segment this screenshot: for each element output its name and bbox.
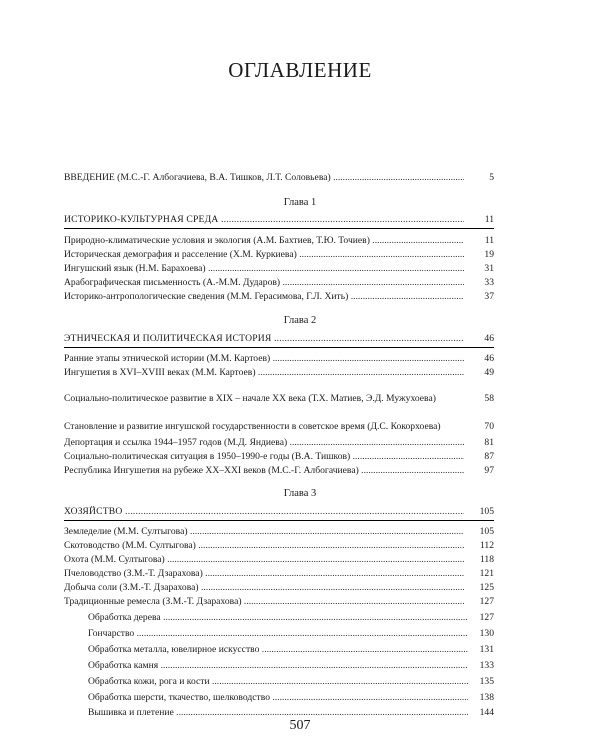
toc-entry-introduction — [64, 172, 494, 184]
toc-entry-text: Арабографическая письменность (А.-М.М. Дударов) ..... — [64, 277, 464, 289]
toc-part-chapter-3 — [64, 506, 494, 518]
toc-entry-text: Республика Ингушетия на рубеже XX–XXI веков (М.С.-Г. Албогачиева) ..... — [64, 465, 464, 477]
toc-entry-page: 118 — [479, 554, 494, 565]
toc-entry-page: 131 — [479, 644, 494, 655]
toc-entry-text: Обработка дерева ..... — [88, 612, 468, 624]
toc-entry-page: 127 — [479, 596, 494, 607]
toc-entry-page: 5 — [489, 172, 494, 183]
toc-entry-page: 37 — [484, 291, 494, 302]
toc-entry-text: Обработка металла, ювелирное искусство ..... — [88, 644, 468, 656]
toc-entry-page: 135 — [479, 676, 494, 687]
chapter-3-heading: Глава 3 — [283, 488, 317, 499]
toc-entry-text: Депортация и ссылка 1944–1957 годов (М.Д. Яндиева) ..... — [64, 437, 464, 449]
toc-entry-text: Обработка шерсти, ткачество, шелководство ..... — [88, 692, 468, 704]
toc-entry — [64, 540, 494, 552]
toc-entry-page: 144 — [479, 707, 494, 718]
divider-rule — [64, 520, 494, 521]
toc-entry — [64, 249, 494, 261]
toc-entry — [64, 554, 494, 566]
toc-entry-page: 46 — [484, 353, 494, 364]
toc-entry-page: 11 — [484, 214, 494, 225]
toc-part-chapter-2 — [64, 333, 494, 345]
toc-entry-text: ВВЕДЕНИЕ (М.С.-Г. Албогачиева, В.А. Тишков, Л.Т. Соловьева) ..... — [64, 172, 464, 184]
toc-entry — [64, 353, 494, 365]
toc-entry-text: Земледелие (М.М. Султыгова) ..... — [64, 526, 464, 538]
toc-entry-page: 133 — [479, 660, 494, 671]
toc-entry-text: Охота (М.М. Султыгова) ..... — [64, 554, 464, 566]
toc-entry-page: 112 — [479, 540, 494, 551]
toc-entry — [64, 409, 494, 433]
toc-entry-text: Природно-климатические условия и экология (А.М. Бахтиев, Т.Ю. Точиев) ..... — [64, 235, 464, 247]
toc-entry-page: 97 — [484, 465, 494, 476]
toc-entry-page: 31 — [484, 263, 494, 274]
toc-entry-page: 121 — [479, 568, 494, 579]
toc-entry-page: 130 — [479, 628, 494, 639]
toc-entry-page: 58 — [484, 393, 494, 404]
toc-entry-text: Ингушетия в XVI–XVIII веках (М.М. Картоев) ..... — [64, 367, 464, 379]
toc-entry-text: Обработка камня ..... — [88, 660, 468, 672]
toc-entry-text: Гончарство ..... — [88, 628, 468, 640]
toc-entry-text: Скотоводство (М.М. Султыгова) ..... — [64, 540, 464, 552]
toc-entry-text: Традиционные ремесла (З.М.-Т. Дзарахова) ..... — [64, 596, 464, 608]
toc-entry-page: 127 — [479, 612, 494, 623]
toc-entry — [64, 437, 494, 449]
toc-entry-text: ИСТОРИКО-КУЛЬТУРНАЯ СРЕДА ..... — [64, 214, 464, 226]
toc-entry-page: 33 — [484, 277, 494, 288]
toc-entry-page: 19 — [484, 249, 494, 260]
toc-entry — [64, 381, 494, 405]
toc-entry — [64, 291, 494, 303]
toc-entry-page: 87 — [484, 451, 494, 462]
toc-entry-text: Пчеловодство (З.М.-Т. Дзарахова) ..... — [64, 568, 464, 580]
toc-entry — [64, 568, 494, 580]
divider-rule — [64, 228, 494, 229]
toc-entry-page: 81 — [484, 437, 494, 448]
toc-entry — [64, 367, 494, 379]
toc-entry — [64, 451, 494, 463]
toc-entry-page: 46 — [484, 333, 494, 344]
toc-subentry — [88, 660, 494, 672]
toc-entry-page: 138 — [479, 692, 494, 703]
toc-entry — [64, 277, 494, 289]
toc-entry-text: Историко-антропологические сведения (М.М. Герасимова, Г.Л. Хить) ..... — [64, 291, 464, 303]
toc-entry — [64, 465, 494, 477]
toc-entry-page: 105 — [479, 526, 494, 537]
toc-subentry — [88, 612, 494, 624]
toc-entry-text: ЭТНИЧЕСКАЯ И ПОЛИТИЧЕСКАЯ ИСТОРИЯ ..... — [64, 333, 464, 345]
toc-entry-page: 105 — [479, 506, 494, 517]
toc-entry-page: 125 — [479, 582, 494, 593]
toc-entry-text: ХОЗЯЙСТВО ..... — [64, 506, 464, 518]
toc-entry-text: Социально-политическая ситуация в 1950–1990-е годы (В.А. Тишков) ..... — [64, 451, 464, 463]
toc-entry-text: Социально-политическое развитие в XIX – начале XX века (Т.Х. Матиев, Э.Д. Мужухоева) — [64, 393, 436, 404]
toc-entry-text: Ингушский язык (Н.М. Барахоева) ..... — [64, 263, 464, 275]
page-number: 507 — [289, 718, 311, 733]
toc-entry — [64, 235, 494, 247]
toc-entry-page: 70 — [484, 421, 494, 432]
toc-subentry — [88, 628, 494, 640]
toc-entry-page: 11 — [484, 235, 494, 246]
toc-part-chapter-1 — [64, 214, 494, 226]
toc-entry-text: Вышивка и плетение ..... — [88, 707, 468, 719]
toc-subentry — [88, 676, 494, 688]
toc-entry-text: Обработка кожи, рога и кости ..... — [88, 676, 468, 688]
toc-subentry — [88, 692, 494, 704]
toc-entry-page: 49 — [484, 367, 494, 378]
toc-entry-text: Ранние этапы этнической истории (М.М. Картоев) ..... — [64, 353, 464, 365]
page-title: ОГЛАВЛЕНИЕ — [228, 58, 372, 82]
toc-entry — [64, 263, 494, 275]
toc-entry-text: Добыча соли (З.М.-Т. Дзарахова) ..... — [64, 582, 464, 594]
toc-entry-text: Историческая демография и расселение (Х.М. Куркиева) ..... — [64, 249, 464, 261]
divider-rule — [64, 347, 494, 348]
toc-entry — [64, 596, 494, 608]
toc-entry — [64, 582, 494, 594]
toc-entry-text: Становление и развитие ингушской государственности в советское время (Д.С. Кокорхоева) — [64, 421, 441, 432]
chapter-2-heading: Глава 2 — [283, 315, 317, 326]
chapter-1-heading: Глава 1 — [283, 197, 317, 208]
toc-entry — [64, 526, 494, 538]
toc-subentry — [88, 644, 494, 656]
